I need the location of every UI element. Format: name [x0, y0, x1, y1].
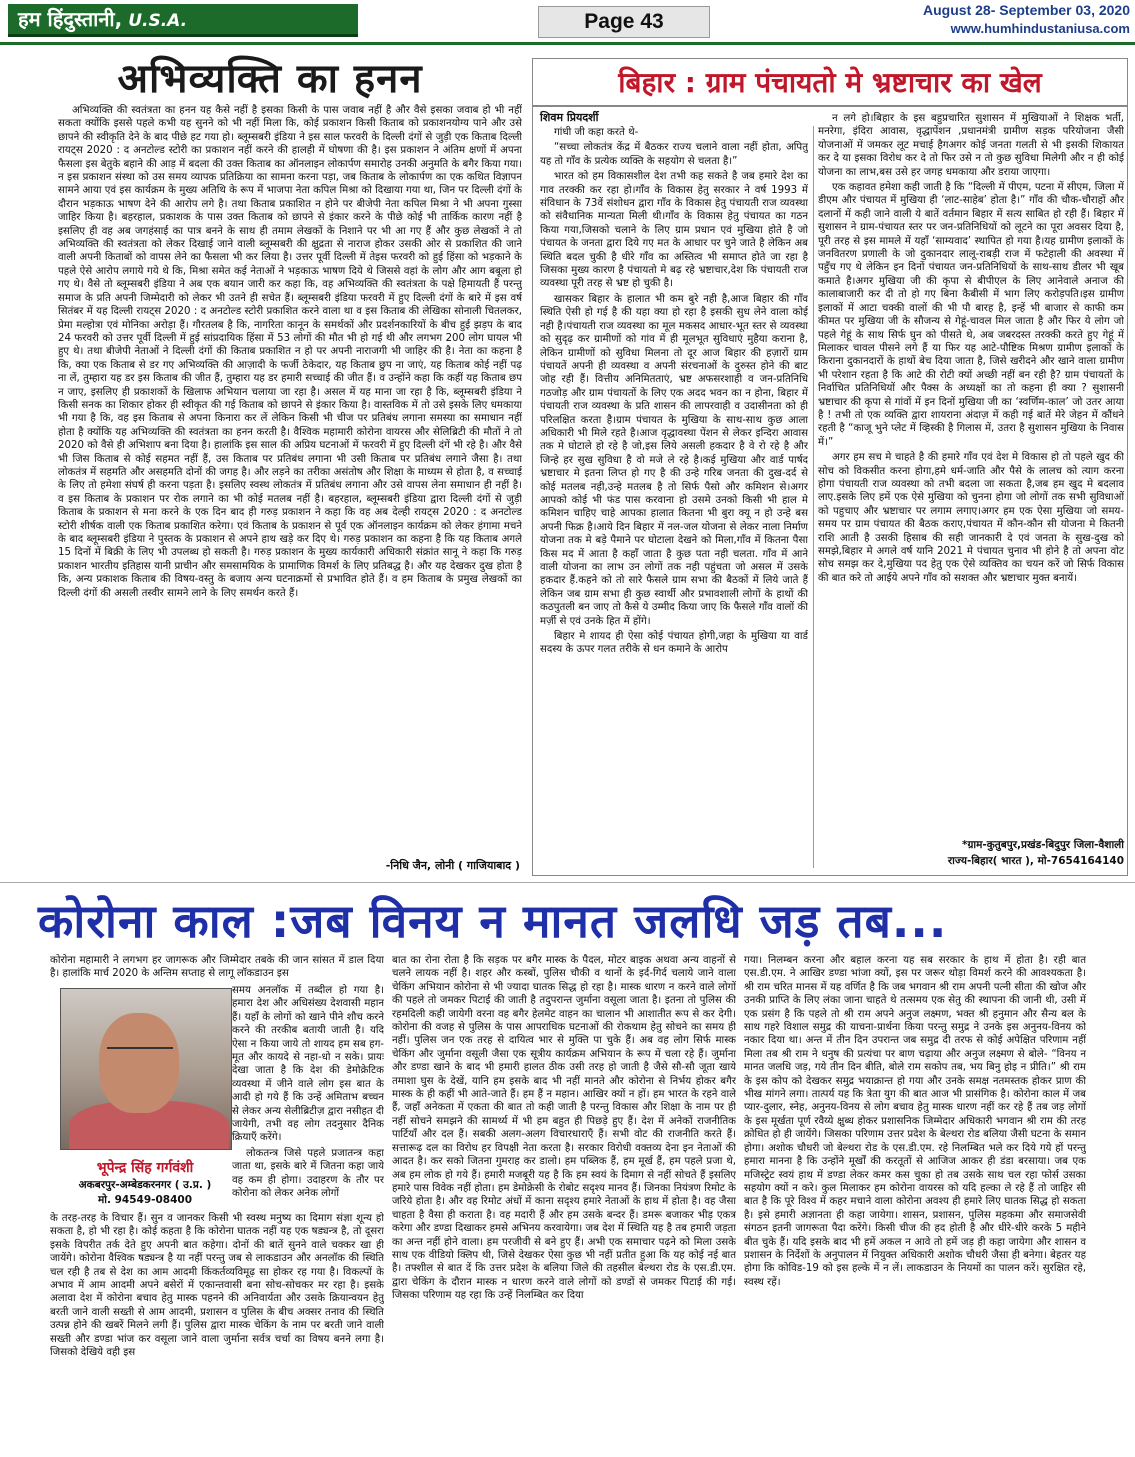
website-link[interactable]: www.humhindustaniusa.com [950, 21, 1130, 36]
article-bottom-paragraph: समय अनलॉक में तब्दील हो गया है। हमारा देश और अधिसंख्य देशवासी महान हैं। यहाँ के लोगों को खाने पीने शौच करने करने की तरकीब बतायी जाती है। यदि ऐसा न किया जाये तो शायद हम सब हग-मूत और कायदे से नहा-धो न सके। प्रायः देखा जाता है कि देश की डेमोक्रेटिक व्यवस्था में जीने वाले लोग इस बात के आदी हो गये हैं कि उन्हें अमिताभ बच्चन से लेकर अन्य सेलीब्रिटीज़ द्वारा नसीहत दी जायेगी, तभी वह लोग तदनुसार दैनिक क्रियाएँ करेंगे। [232, 985, 384, 1144]
article-right-paragraph: न लगे हो।बिहार के इस बहुप्रचारित सुशासन में मुखियाओं ने शिक्षक भर्ती, मनरेगा, इंदिरा आवास, वृद्धापेंशन ,प्रधानमंत्री ग्रामीण सड़क परियोजना जैसी योजनाओं में जमकर लूट मचाई हैगअगर कोई जनता गलती से भी इसकी शिकायत कर दे या इसका विरोध कर दे तो फिर उसे न तो कुछ सुविधा मिलेगी और न ही कोई योजना का लाभ,बस उसे हर जगह धमकाया और डराया जाएगा। [818, 113, 1124, 178]
article-right-paragraph: खासकर बिहार के हालात भी कम बुरे नही है,आज बिहार की गाँव स्थिति ऐसी हो गई है की यहा क्या हो रहा है इसकी सुध लेने वाला कोई नही है।पंचायती राज व्यवस्था का मूल मकसद आधार-भूत स्तर से व्यवस्था को सुदृढ़ कर ग्रामीणों को गांव में ही मूलभूत सुविधाएं मुहैया कराना है, लेकिन ग्रामीणों को सुविधा मिलना तो दूर आज बिहार की हज़ारों ग्राम पंचायतें अपनी ही व्यवस्था व अपनी संरचनाओं के दुरुस्त होने की बाट जोह रही हैं। वित्तीय अनिमितताएं, भ्रष्ट अफसरशाही व जन-प्रतिनिधि गठजोड़ और ग्राम पंचायतों के लिए एक अदद भवन का न होना, बिहार में पंचायती राज व्यवस्था के प्रति शासन की लापरवाही व उदासीनता को ही परिलक्षित करता है।ग्राम पंचायत के मुखिया के साथ-साथ कुछ आला अधिकारी भी मिले रहते है।आज वृद्धावस्था पेंशन से लेकर इन्दिरा आवास तक मे घोटाले हो रहे है जो,इस लिये असली हकदार है वे रो रहे है और जिन्हे हर सुख सुविधा है वो मजे ले रहे है।कई मुखिया और वार्ड पार्षद भ्रष्टाचार मे इतना लिप्त हो गए है की उन्हे गरिब जनता की दुख-दर्द से कोई मतलब नही,उन्हे मतलब है तो सिर्फ पैसो और कमिशन से।अगर आपको कोई भी फंड पास करवाना हो उसमे उनको किसी भी हाल मे कमिशन चाहिए चाहे आपका हालात कितना भी बुरा क्यू न हो उन्हे बस अपनी फिक्र है।आये दिन बिहार में नल-जल योजना से लेकर नाला निर्माण योजना तक मे बड़े पैमाने पर घोटाला देखने को मिला,गाँव में कितना पैसा किस मद में आता है कहाँ जाता है कुछ पता नही चलता. गाँव में आने वाली योजना का लाभ उन लोगों तक नही पहुंचता जो असल में उसके हकदार हैं.कहने को तो सारे फैसले ग्राम सभा की बैठकों में लिये जाते हैं लेकिन जब ग्राम सभा ही कुछ स्वार्थी और प्रभावशाली लोगों के हाथों की कठपुतली बन जाए तो कैसे ये उम्मीद किया जाए कि फैसले गाँव वालों की मर्ज़ी से एवं उनके हित में होंगे। [540, 293, 808, 627]
article-right-contact: राज्य-बिहार( भारत ), मो-7654164140 [947, 855, 1124, 867]
article-right-byline: शिवम प्रियदर्शी [540, 111, 599, 124]
article-left-signature: -निधि जैन, लोनी ( गाजियाबाद ) [385, 859, 520, 872]
issue-date: August 28- September 03, 2020 [923, 2, 1130, 18]
column-divider [813, 126, 814, 868]
article-bottom-headline: कोरोना काल :जब विनय न मानत जलधि जड़ तब... [38, 894, 948, 948]
section-divider [0, 882, 1135, 883]
masthead-rule [0, 42, 1135, 45]
article-bottom-col2 [392, 954, 736, 1452]
article-right-address: *ग्राम-कुतुबपुर,प्रखंड-बिदुपुर जिला-वैशाली [961, 839, 1124, 851]
article-right-paragraph: एक कहावत हमेशा कही जाती है कि “दिल्ली में पीएम, पटना में सीएम, जिला में डीएम और पंचायत में मुखिया ही ‘लाट-साहेब’ होता है।” गाँव की चौक-चौराहों और दलानों में कही जाने वाली ये बातें वर्तमान बिहार में सत्य साबित हो रही हैं। बिहार में सुशासन ने ग्राम-पंचायत स्तर पर जन-प्रतिनिधियों को लूटने का पूरा अवसर दिया है, पूरी तरह से इस मामले में यहाँ ‘साम्यवाद’ स्थापित हो गया है।यह ग्रामीण इलाकों के जनवितरण प्रणाली के जो दुकानदार लालू-राबड़ी राज में फटेहाली की अवस्था में पहुँच गए थे लेकिन इन दिनों पंचायत जन-प्रतिनिधियों के साथ-साथ डीलर भी खूब कमाते है।अगर मुखिया जी की कृपा से बीपीएल के लिए आनेवाले अनाज की कालाबाजारी कर दी तो हो गए बिना कैबीसी में भाग लिए करोड़पति।इस ग्रामीण इलाकों में आटा चक्की वालों की भी पौ बारह है, इन्हें भी बाजार से काफी कम कीमत पर मुखिया जी के सौजन्य से गेहूं-चावल मिल जाता है और फिर ये लोग जो पहले गेहूं के साथ सिर्फ घुन को पीसते थे, अब जबरदस्त तरक्की करते हुए गेहूं में मिलाकर चावल पीसने लगे हैं या फिर यह आटे-पौष्टिक मिश्रण ग्रामीण इलाकों के किराना दुकानदारों के हाथों बेच दिया जाता है, जिसे खरीदने और खाने वाला ग्रामीण भी परेशान रहता है कि आटे की रोटी क्यों अच्छी नहीं बन रही है? ग्राम पंचायतों के निर्वाचित प्रतिनिधियों और पैक्स के अध्यक्षों का तो कहना ही क्या ? सुशासनी भ्रष्टाचार की कृपा से गांवों में इन दिनों मुखिया जी का ‘स्वर्णिम-काल’ जो उतर आया है ! तभी तो एक व्यक्ति द्वारा शायराना अंदाज़ में कही गई बातें मेरे जेहन में कौंधने रहती है “काजू भुने प्लेट में व्हिस्की है गिलास में, उतरा है सुशासन मुखिया के निवास में।” [818, 182, 1124, 448]
article-right-quote: “सच्चा लोकतंत्र केंद्र में बैठकर राज्य चलाने वाला नहीं होता, अपितु यह तो गाँव के प्रत्येक व्यक्ति के सहयोग से चलता है।” [540, 142, 808, 167]
article-bottom-paragraph: गया। निलम्बन करना और बहाल करना यह सब सरकार के हाथ में होता है। रही बात एस.डी.एम. ने आखिर डण्डा भांजा क्यों, इस पर जरूर थोड़ा विमर्श करने की आवश्यकता है। श्री राम चरित मानस में यह वर्णित है कि जब भगवान श्री राम अपनी पत्नी सीता की खोज और उनकी प्राप्ति के लिए लंका जाना चाहते थे तत्समय एक सेतु की स्थापना की जानी थी, उसी में एक प्रसंग है कि पहले तो श्री राम अपने अनुज लक्ष्मण, भक्त श्री हनुमान और सैन्य बल के साथ गहरे विशाल समुद्र की याचना-प्रार्थना किया परन्तु समुद्र ने उनके इस अनुनय-विनय को नकार दिया था। अन्त में तीन दिन उपरान्त जब समुद्र दी तरफ से कोई अपेक्षित परिणाम नहीं मिला तब श्री राम ने धनुष की प्रत्यंचा पर बाण चढ़ाया और अनुज लक्ष्मण से बोले- “विनय न मानत जलधि जड़, गये तीन दिन बीति, बोले राम सकोप तब, भय बिनु होइ न प्रीति।” श्री राम के इस कोप को देखकर समुद्र भयाक्रान्त हो गया और उनके समक्ष नतमस्तक होकर प्राण की भीख मांगने लगा। तात्पर्य यह कि त्रेता युग की बात आज भी प्रासंगिक है। कोरोना काल में जब प्यार-दुलार, स्नेह, अनुनय-विनय से लोग बचाव हेतु मास्क धारण नहीं कर रहे हैं तब जड़ लोगों के इस मूर्खता पूर्ण रवैय्ये क्षुब्ध होकर प्रशासनिक जिम्मेदार अधिकारी भगवान श्री राम की तरह क्रोधित हो ही जायेंगे। जिसका परिणाम उत्तर प्रदेश के बेल्थरा रोड बलिया जैसी घटना के समान होगा। अशोक चौधरी जो बेल्थरा रोड के एस.डी.एम. रहे निलम्बित भले कर दिये गये हों परन्तु हमारा मानना है कि उन्होंने मूर्खों की करतूतों से आजिज आकर ही डंडा बरसाया। जब एक मजिस्ट्रेट स्वयं हाथ में डण्डा लेकर कमर कस चुका हो तब उसके साथ चल रहा फोर्स उसका सहयोग क्यों न करे। कुल मिलाकर हम कोरोना वायरस को यदि हल्का ले रहे हैं तो जाहिर सी बात है कि पूरे विश्व में कहर मचाने वाला कोरोना अवश्य ही हमारे लिए घातक सिद्ध हो सकता है। इसे हमारी अज्ञानता ही कहा जायेगा। शासन, प्रशासन, पुलिस महकमा और समाजसेवी संगठन इतनी जागरूता पैदा करेंगे। किसी चीज की हद होती है और धीरे-धीरे करके 5 महीने बीत चुके हैं। यदि इसके बाद भी हमें अकल न आवे तो हमें जड़ ही कहा जायेगा और शासन व प्रशासन के निर्देशों के अनुपालन में नियुक्त अधिकारी अशोक चौधरी जैसा ही बनेगा। बेहतर यह होगा कि कोविड-19 को इस हल्के में न लें। लाकडाउन के नियमों का पालन करें। सुरक्षित रहे, स्वस्थ रहें। [744, 955, 1086, 1288]
article-bottom-paragraph: लोकतन्त्र जिसे पहले प्रजातन्त्र कहा जाता था, इसके बारे में जितना कहा जाये वह कम ही होगा। उदाहरण के तौर पर कोरोना को लेकर अनेक लोगों [232, 1147, 384, 1200]
article-bottom-col1-side [232, 984, 384, 1212]
article-bottom-paragraph: बात का रोना रोता है कि सड़क पर बगैर मास्क के पैदल, मोटर बाइक अथवा अन्य वाहनों से चलने लायक नहीं है। शहर और कस्बों, पुलिस चौकी व थानों के इर्द-गिर्द चलाये जाने वाला चेकिंग अभियान कोरोना से भी ज्यादा घातक सिद्ध हो रहा है। मास्क धारण न करने वाले लोगों की पहले तो जमकर पिटाई की जाती है तदुपरान्त जुर्माना वसूला जाता है। इतना तो पुलिस की रहमदिली कही जायेगी वरना वह बगैर हेलमेट वाहन का चालान भी आशातीत रूप से कर देगी। कोरोना की वजह से पुलिस के पास आपराधिक घटनाओं की रोकथाम हेतु सोचने का समय ही नहीं। पुलिस जन एक तरह से दायित्व भार से मुक्ति पा चुके हैं। अब वह लोग सिर्फ मास्क चेकिंग और जुर्माना वसूली जैसा एक सूत्रीय कार्यक्रम अभियान के रूप में चला रहे हैं। जुर्माना और डण्डा खाने के बाद भी हमारी हालत ठीक उसी तरह हो जाती है जैसे सौ-सौ जूता खाये तमाशा घुस के देखें, यानि हम इसके बाद भी नहीं मानते और कोरोना से निर्भय होकर बगैर मास्क के ही कहीं भी आते-जाते हैं। हम हैं न महान। आखिर क्यों न हों। हम भारत के रहने वाले हैं, जहाँ अनेकता में एकता की बात तो कही जाती है परन्तु विकास और शिक्षा के नाम पर ही नहीं सोचने समझने की सामर्थ्य में भी हम बहुत ही पिछड़े हुए हैं। देश में अनेकों राजनीतिक पार्टियाँ और दल हैं। सबकी अलग-अलग विचारधाराएँ हैं। सभी वोट की राजनीति करते हैं। सत्तारूढ़ दल का विरोध हर विपक्षी नेता करता है। सरकार विरोधी वक्तव्य देना इन नेताओं की आदत है। कर सको जितना गुमराह कर डालो। हम पब्लिक हैं, हम मूर्ख हैं, हम पहले प्रजा थे, अब हम लोक हो गये हैं। हमारी मजबूरी यह है कि हम स्वयं के दिमाग से नहीं सोचते हैं इसलिए हमारे पास विवेक नहीं होता। हम डेमोक्रेसी के रोबोट सदृश्य मानव हैं। जिनका नियंत्रण रिमोट के जरिये होता है। और वह रिमोट अंधों में काना सदृश्य हमारे नेताओं के हाथ में होता है। वह जैसा चाहता है वैसा ही कराता है। वह मदारी हैं और हम उसके बन्दर हैं। डमरू बजाकर भीड़ एकत्र करेगा और डण्डा दिखाकर हमसे अभिनय करवायेगा। जब देश में स्थिति यह है तब हमारी जड़ता का अन्त नहीं होने वाला। हम परजीवी से बने हुए हैं। अभी एक समाचार पढ़ने को मिला उसके साथ एक वीडियो क्लिप थी, जिसे देखकर ऐसा कुछ भी नहीं प्रतीत हुआ कि यह कोई नई बात है। तफ्शील से बात दें कि उत्तर प्रदेश के बलिया जिले की तहसील बेल्थरा रोड के एस.डी.एम. द्वारा चेकिंग के दौरान मास्क न धारण करने वाले लोगों को डण्डों से जमकर पिटाई की गई। जिसका परिणाम यह रहा कि उन्हें निलम्बित कर दिया [392, 955, 736, 1302]
article-bottom-paragraph: कोरोना महामारी ने लगभग हर जागरूक और जिम्मेदार तबके की जान सांसत में डाल दिया है। हालांकि मार्च 2020 के अन्तिम सप्ताह से लागू लॉकडाउन इस [50, 955, 384, 980]
article-left-paragraph: अभिव्यक्ति की स्वतंत्रता का हनन यह कैसे नहीं है इसका किसी के पास जवाब नहीं है और वैसे इसका जवाब हो भी नहीं सकता क्योंकि इससे पहले कभी यह सुनने को भी नहीं मिला कि, कोई प्रकाशन किसी किताब को प्रकाशनयोग्य पाने और उसे छापने की स्वीकृति देने के बाद पीछे हट गया हो। ब्लूम्सबरी इंडिया ने इस साल फरवरी के दिल्ली दंगों से जुड़ी एक किताब दिल्ली रायट्स 2020 : द अनटोल्ड स्टोरी का प्रकाशन नहीं करने की हालही में घोषणा की है। इस प्रकाशन ने अंतिम क्षणों में अपना फैसला इस बेतुके बहाने की आड़ में बदला की उक्त किताब का ऑनलाइन लोकार्पण समारोह उनकी अनुमति के बगैर किया गया। न इस प्रकाशन संस्था को उस समय व्यापक प्रतिक्रिया का सामना करना पड़ा, जब किताब के लोकार्पण का एक कथित विज्ञापन सामने आया एवं इस कार्यक्रम के मुख्य अतिथि के रूप में भाजपा नेता कपिल मिश्रा को दिखाया गया था, जिन पर दिल्ली दंगों के दौरान भड़काऊ भाषण देने की आरोप लगे है। तथा किताब प्रकाशित न होने पर बीजेपी नेता कपिल मिश्रा ने भी अपना गुस्सा जाहिर किया है। बहरहाल, प्रकाशक के पास उक्त किताब को छापने से इंकार करने के पीछे कोई भी तार्किक कारण नहीं है इसलिए ही वह अब जगहंसाई का पात्र बनने के साथ ही तमाम लेखकों के निशाने पर भी आ गए हैं और कुछ लेखकों ने तो अभिव्यक्ति की स्वतंत्रता को लेकर दिखाई जाने वाली ब्लूम्सबरी की क्षुद्रता से नाराज होकर उसकी ओर से प्रकाशित की जाने वाली अपनी किताबों को वापस लेने का फैसला भी कर लिया है। उत्तर पूर्वी दिल्ली में तेइस फरवरी को हुई हिंसा को भड़काने के पहले ऐसे आरोप लगाये गये थे कि, मिश्रा समेत कई नेताओं ने भड़काऊ भाषण दिये थे जिससे वहां के लोग और आग बबूला हो गए थे। वैसे तो ब्लूम्सबरी इंडिया ने अब एक बयान जारी कर कहा कि, वह अभिव्यक्ति की स्वतंत्रता के पक्षे हिमायती हैं परन्तु समाज के प्रति अपनी जिम्मेदारी को लेकर भी उतने ही सचेत हैं। ब्लूम्सबरी इंडिया फरवरी में हुए दिल्ली दंगों के बारे में इस वर्ष सितंबर में यह दिल्ली रायट्स 2020 : द अनटोल्ड स्टोरी प्रकाशित करने वाला था व इस किताब की लेखिका सोनाली चितलकर, प्रेमा मल्होत्रा एवं मोनिका अरोड़ा हैं। गौरतलब है कि, नागरिता कानून के समर्थकों और प्रदर्शनकारियों के बीच हुई झड़प के बाद 24 फरवरी को उत्तर पूर्वी दिल्ली में हुई सांप्रदायिक हिंसा में 53 लोगों की मौत भी हो गई थी और लगभग 200 लोग घायल भी हुए थे। तथा बीजेपी नेताओं ने दिल्ली दंगों की किताब प्रकाशित न हो पर अपनी नाराजगी भी जाहिर की है। नेता का कहना है कि, क्या एक किताब से डर गए अभिव्यक्ति की आज़ादी के फर्जी ठेकेदार, यह किताब छुप ना जाएं, यह किताब कोई नहीं पढ़ ना लें, तुम्हारा यह डर इस किताब की जीत हैं, तुम्हारा यह डर हमारी सच्चाई की जीत हैं। व उन्होंने कहा कि कहीं यह किताब छप न जाए, इसलिए ही प्रकाशकों के खिलाफ अभियान चलाया जा रहा है। असल में यह माना जा रहा है कि, ब्लूम्सबरी इंडिया ने किसी सनक का शिकार होकर ही स्वीकृत की गई किताब को छापने से इंकार किया है। वास्तविक में तो उसे इसके लिए धमकाया भी गया है कि, वह इस किताब से अपना किनारा कर लें लेकिन किसी भी चीज पर प्रतिबंध लगाना समस्या का समाधान नहीं होता है क्योंकि यह अभिव्यक्ति की स्वतंत्रता का हनन करती है। वैश्विक महामारी कोरोना वायरस और सेलिब्रिटी की मौतों ने तो 2020 को वैसे ही अभिशाप बना दिया है। हालांकि इस साल की अप्रिय घटनाओं में फरवरी में हुए दिल्ली दंगें भी रहे है। और वैसे भी जिस किताब से कोई सहमत नहीं हैं, उस किताब पर प्रतिबंध लगाना भी उसी किताब पर प्रतिबंध लगाने जैसा है। तथा लोकतंत्र में सहमति और असहमति दोनों की जगह है। और लड़ने का तरीका असंतोष और शिक्षा के माध्यम से होता है, व सच्चाई के लिए तो हमेशा संघर्ष ही करना पड़ता है। इसलिए स्वस्थ लोकतंत्र में प्रतिबंध लगाना और उसे वापस लेना समाधान ही नहीं है। व इस किताब के प्रकाशन पर रोक लगाने का भी कोई मतलब नहीं है। बहरहाल, ब्लूम्सबरी इंडिया द्वारा दिल्ली दंगों से जुड़ी किताब के प्रकाशन से मना करने के एक दिन बाद ही गरुड़ प्रकाशन ने कहा कि वह अब देल्ही रायट्स 2020 : द अनटोल्ड स्टोरी शीर्षक वाली एक किताब प्रकाशित करेगा। एवं किताब के प्रकाशन से पूर्व एक ऑनलाइन कार्यक्रम को लेकर हंगामा मचने के बाद ब्लूम्सबरी इंडिया ने पुस्तक के प्रकाशन से अपने हाथ खड़े कर दिए थे। गरुड़ प्रकाशन का कहना है कि यह किताब अगले 15 दिनों में बिक्री के लिए भी उपलब्ध हो सकती है। गरुड़ प्रकाशन के मुख्य कार्यकारी अधिकारी संक्रांत सानू ने कहा कि गरुड़ प्रकाशन भारतीय इतिहास यानी प्राचीन और समसामयिक के प्रामाणिक विमर्श के लिए प्रतिबद्ध है। और यह देखकर दुख होता है कि, अन्य प्रकाशक किताब की विषय-वस्तु के बजाय अन्य घटनाक्रमों से प्रभावित होते हैं। व हम किताब के प्रमुख लेखकों का दिल्ली दंगों की असली तस्वीर सामने लाने के लिए समर्थन करते हैं। [58, 105, 522, 599]
article-right-paragraph: अगर हम सच मे चाहते है की हमारे गाँव एवं देश मे विकास हो तो पहले खुद की सोच को विकसीत करना होगा,हमे धर्म-जाति और पैसे के लालच को त्याग करना होगा पंचायती राज व्यवस्था को तभी बदला जा सकता है,जब हम खुद मे बदलाव लाए.इसके लिए हमें एक ऐसे मुखिया को चुनना होगा जो लोगों तक सभी सुविधाओं को पहुचाए और भ्रष्टाचार पर लगाम लगाए।अगर हम एक ऐसा मुखिया जो समय-समय पर ग्राम पंचायत की बैठक कराए,पंचायत में कौन-कौन सी योजना मे कितनी राशि आती है उसकी हिसाब की सही जानकारी दे एवं जनता के सुख-दुख को समझे,बिहार मे अगले वर्ष यानि 2021 मे पंचायत चुनाव भी होने है तो अपना वोट सोच समझ कर दे,मुखिया पद हेतु एक ऐसे व्यक्तिव का चयन करें जो सिर्फ विकास की बात करे तो आईये अपने गाँव को सशक्त और भ्रष्टाचार मुक्त बनायें। [818, 452, 1124, 584]
author-phone: मो. 94549-08400 [97, 1194, 193, 1206]
article-right-paragraph: भारत को हम विकासशील देश तभी कह सकते है जब हमारे देश का गाव तरक्की कर रहा हो।गाँव के विकास हेतु सरकार ने वर्ष 1993 में संविधान के 73वें संशोधन द्वारा गाँव के विकास हेतु पंचायती राज व्यवस्था को संवैधानिक मान्यता मिली थी।गाँव के विकास हेतु पंचायत का गठन किया गया,जिसको चलाने के लिए ग्राम प्रधान एवं मुखिया होते है जो पंचायत के जनता द्वारा दिये गए मत के आधार पर चुने जाते है लेकिन अब स्थिति बदल चुकी है धीरे गाँव का अस्तित्व भी समाप्त होते जा रहा है जिसका मुख्य कारण है पंचायतो मे बढ़ रहे भ्रष्टाचार,देश कि पंचायती राज व्यवस्था पूरी तरह से भ्रष्ट हो चुकी है। [540, 171, 808, 290]
article-bottom-intro [50, 954, 384, 982]
article-bottom-col1-lower [50, 1212, 384, 1452]
article-bottom-col3 [744, 954, 1086, 1452]
article-right-col1 [540, 126, 808, 870]
author-name: भूपेन्द्र सिंह गर्गवंशी [96, 1160, 194, 1176]
article-left-body [58, 104, 522, 852]
article-right-headline: बिहार : ग्राम पंचायतो मे भ्रष्टाचार का खेल [532, 58, 1128, 106]
author-location: अकबरपुर-अम्बेडकरनगर ( उ.प्र. ) [78, 1179, 212, 1191]
article-right-paragraph: गांधी जी कहा करते थे- [554, 127, 639, 138]
article-left-headline: अभिव्यक्ति का हनन [117, 56, 423, 102]
article-bottom-paragraph: के तरह-तरह के विचार हैं। सुन व जानकर किसी भी स्वस्थ मनुष्य का दिमाग संज्ञा शून्य हो सकता है, हो भी रहा है। कोई कहता है कि कोरोना घातक नहीं यह एक षड्यन्त्र है, तो दूसरा इसके विपरीत तर्क देते हुए अपनी बात कहेगा। दोनों की बातें सुनने वाले चक्कर खा ही जायेंगे। कोरोना वैश्विक षड्यन्त्र है या नहीं परन्तु जब से लाकडाउन और अनलॉक की स्थिति चल रही है तब से देश का आम आदमी किंकर्तव्यविमूढ़ सा होकर रह गया है। विकल्पों के अभाव में आम आदमी अपने बसेरों में एकान्तवासी बना सोच-सोचकर मर रहा है। इसके अलावा देश में कोरोना बचाव हेतु मास्क पहनने की अनिवार्यता और उसके क्रियान्वयन हेतु बरती जाने वाली सख्ती से आम आदमी, प्रशासन व पुलिस के बीच अक्सर तनाव की स्थिति उत्पन्न होने की खबरें मिलने लगी हैं। पुलिस द्वारा मास्क चेकिंग के नाम पर बरती जाने वाली सख्ती और डण्डा भांज कर वसूला जाने वाला जुर्माना सर्वत्र चर्चा का विषय बनने लगा है। जिसको देखिये वही इस [50, 1213, 384, 1359]
newspaper-title [8, 4, 358, 37]
newspaper-title-suffix: U.S.A. [128, 11, 188, 31]
article-right-paragraph: बिहार मे शायद ही ऐसा कोई पंचायत होगी,जहा के मुखिया या वार्ड सदस्य के ऊपर गलत तरीके से धन कमाने के आरोप [540, 631, 808, 656]
article-right-col2 [818, 112, 1124, 832]
author-photo [60, 988, 232, 1150]
page-number: Page 43 [538, 6, 710, 38]
newspaper-title-text: हम हिंदुस्तानी, [18, 7, 123, 31]
